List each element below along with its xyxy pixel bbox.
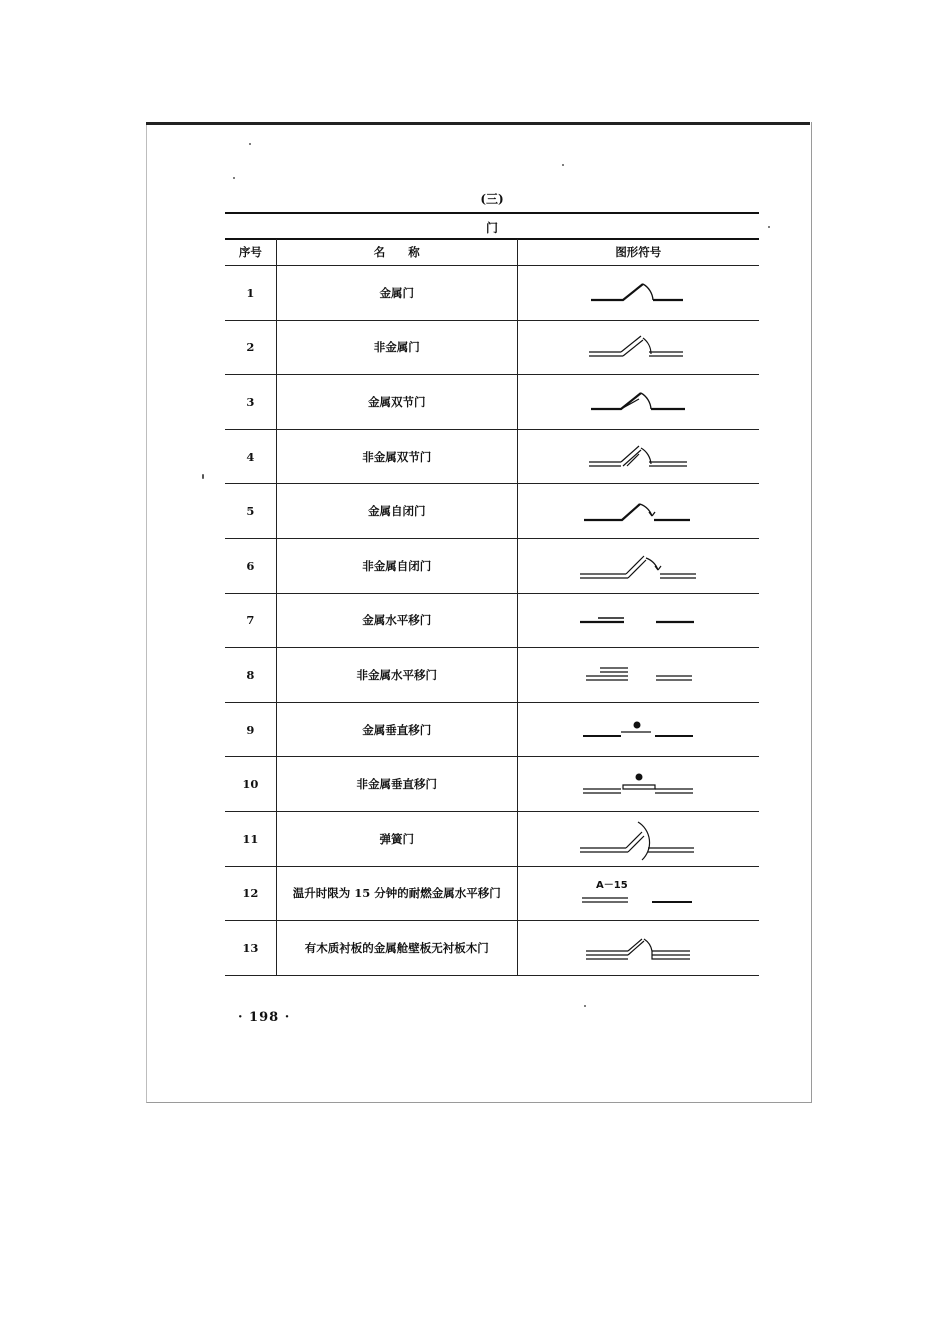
row-name: 非金属门: [373, 340, 420, 355]
row-name: 非金属垂直移门: [356, 777, 437, 792]
row-name: 有木质衬板的金属舱壁板无衬板木门: [304, 940, 489, 955]
row-no: 2: [225, 320, 276, 375]
metal-self-closing-door-symbol: [580, 494, 696, 528]
table-header-row: [225, 239, 759, 266]
row-no: 4: [225, 429, 276, 484]
metal-double-leaf-door-symbol: [583, 385, 693, 419]
door-symbol-table: [225, 239, 759, 976]
table-row: [225, 538, 759, 593]
page-number: · 198 ·: [238, 1010, 291, 1025]
row-no: 11: [225, 811, 276, 866]
header-name: 名 称: [276, 239, 517, 266]
nonmetal-horizontal-sliding-door-symbol: [582, 664, 694, 686]
table-row: [225, 593, 759, 648]
title-rule: [225, 212, 759, 214]
table-row: [225, 266, 759, 321]
table-subtitle: 门: [485, 221, 498, 235]
scan-speck: [562, 164, 564, 166]
scan-speck: [249, 143, 251, 145]
table-row: [225, 866, 759, 921]
row-name: 金属水平移门: [362, 613, 432, 628]
table-row: [225, 702, 759, 757]
scan-speck: [233, 177, 235, 179]
table-row: [225, 757, 759, 812]
row-no: 12: [225, 866, 276, 921]
header-symbol: 图形符号: [517, 239, 759, 266]
table-row: [225, 429, 759, 484]
scan-speck: [768, 226, 770, 228]
dot-icon: [636, 774, 643, 781]
row-name: 金属门: [379, 285, 414, 300]
row-no: 10: [225, 757, 276, 812]
row-name: 金属自闭门: [367, 504, 426, 519]
row-no: 6: [225, 538, 276, 593]
metal-vertical-sliding-door-symbol: [581, 718, 695, 742]
section-title: (三): [480, 192, 504, 206]
row-no: 5: [225, 484, 276, 539]
row-no: 1: [225, 266, 276, 321]
table-row: [225, 648, 759, 703]
fire-resistant-sliding-door-symbol: [580, 878, 696, 908]
row-no: 7: [225, 593, 276, 648]
row-no: 3: [225, 375, 276, 430]
row-name: 温升时限为 15 分钟的耐燃金属水平移门: [292, 886, 501, 901]
metal-horizontal-sliding-door-symbol: [578, 610, 698, 630]
table-row: [225, 921, 759, 976]
row-no: 13: [225, 921, 276, 976]
spring-door-symbol: [576, 816, 700, 862]
row-name: 非金属水平移门: [356, 667, 437, 682]
table-row: [225, 484, 759, 539]
nonmetal-vertical-sliding-door-symbol: [581, 769, 695, 799]
wood-door-in-metal-bulkhead-symbol: [582, 931, 694, 965]
row-no: 9: [225, 702, 276, 757]
fire-rating-label: A－15: [596, 880, 628, 892]
row-name: 金属双节门: [367, 394, 426, 409]
row-no: 8: [225, 648, 276, 703]
scan-speck: [584, 1005, 586, 1007]
row-name: 非金属双节门: [362, 449, 432, 464]
nonmetal-self-closing-door-symbol: [576, 548, 700, 584]
row-name: 金属垂直移门: [362, 722, 432, 737]
nonmetal-door-symbol: [583, 330, 693, 364]
table-row: [225, 320, 759, 375]
row-name: 弹簧门: [379, 831, 414, 846]
row-name: 非金属自闭门: [362, 558, 432, 573]
scan-speck: [202, 474, 204, 479]
dot-icon: [634, 721, 641, 728]
table-row: [225, 375, 759, 430]
page-top-border: [146, 122, 810, 125]
nonmetal-double-leaf-door-symbol: [583, 440, 693, 474]
header-no: 序号: [225, 239, 276, 266]
metal-door-symbol: [583, 276, 693, 310]
table-row: [225, 811, 759, 866]
